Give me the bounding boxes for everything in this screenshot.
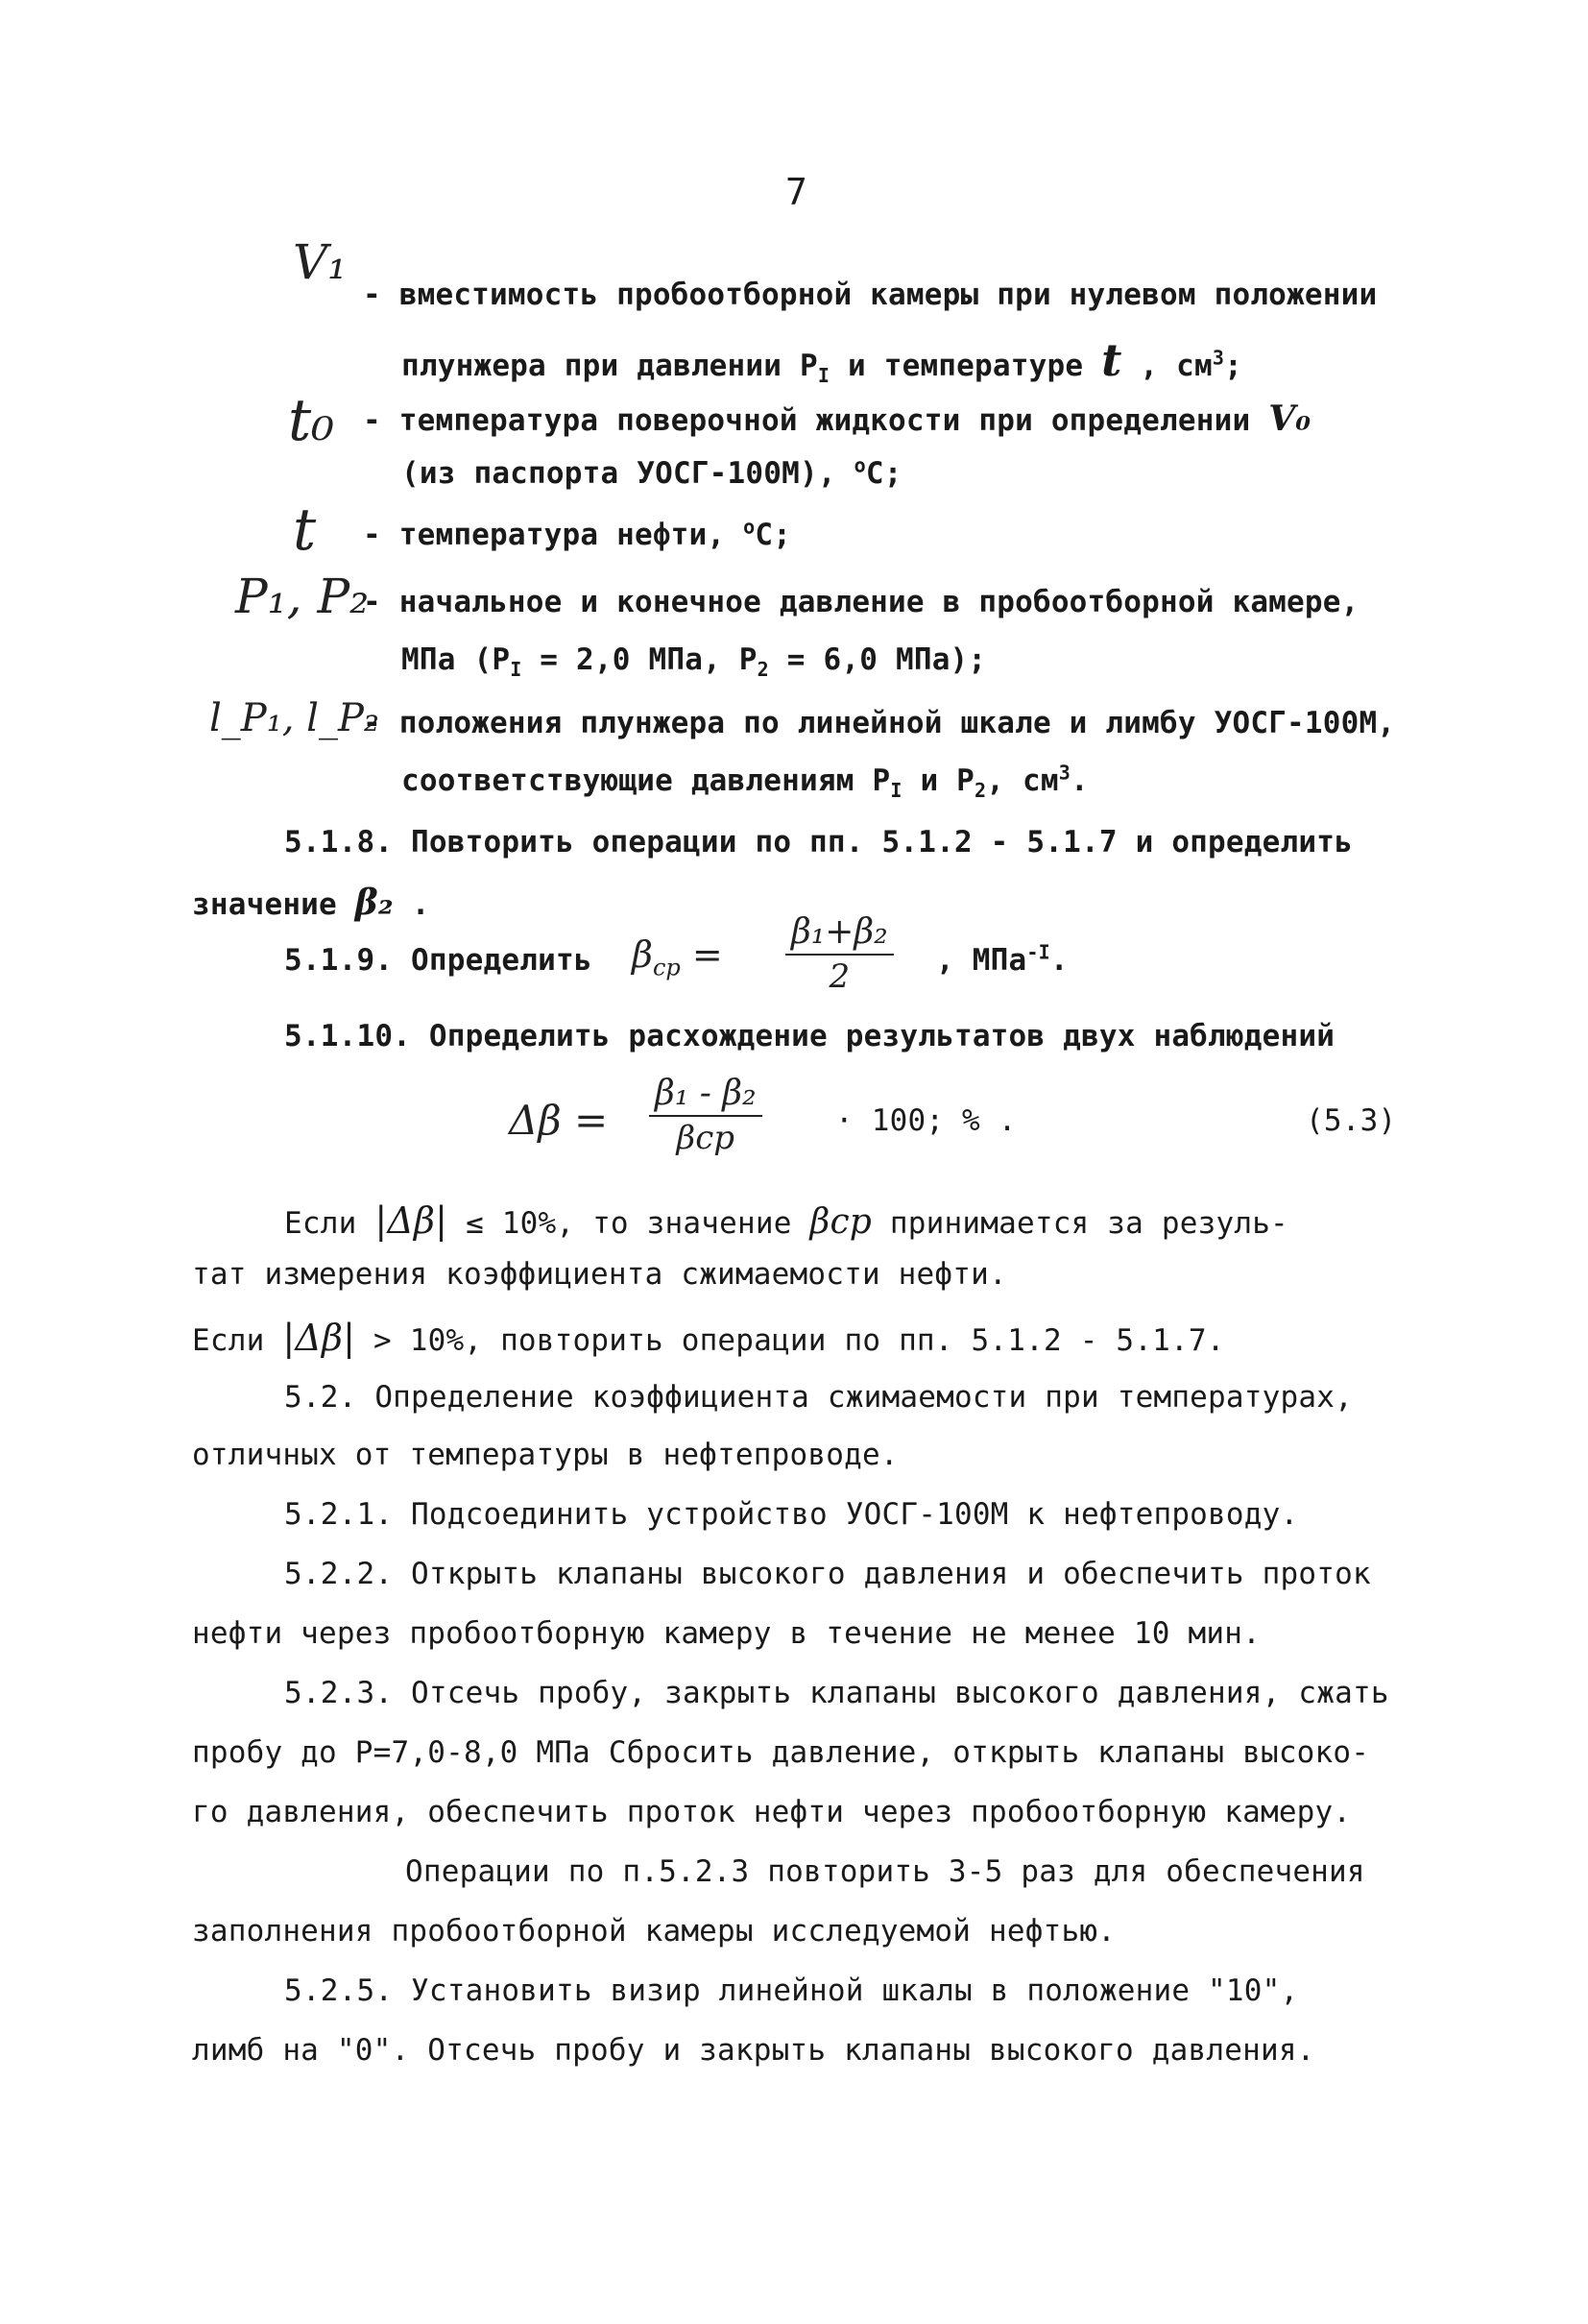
- def-p-line2: [401, 642, 987, 682]
- cond1-start: Если: [284, 1206, 375, 1241]
- def-p-end: = 6,0 МПа);: [768, 642, 987, 677]
- page-number: 7: [785, 171, 807, 213]
- def-lp-sub2: 2: [974, 779, 987, 803]
- formula-5-3-fraction: [649, 1074, 762, 1157]
- def-lp-text: соответствующие давлениям P: [401, 763, 891, 798]
- formula-5-3-numerator: β₁ - β₂: [655, 1074, 757, 1113]
- def-p-line1: - начальное и конечное давление в пробоотборной камере,: [363, 585, 1359, 619]
- def-lp-unit: , см: [986, 763, 1059, 798]
- body-line-12: лимб на "0". Отсечь пробу и закрыть клапаны высокого давления.: [192, 2033, 1315, 2068]
- cond2-start: Если: [192, 1323, 283, 1358]
- def-t-line1: [363, 515, 792, 552]
- cond1-var: βср: [809, 1202, 873, 1242]
- formula-5-3-number: (5.3): [1306, 1103, 1397, 1138]
- def-t-end: С;: [755, 518, 792, 552]
- def-lp-line1: - положения плунжера по линейной шкале и лимбу УОСГ-100М,: [363, 706, 1396, 740]
- beta-cp: β: [632, 933, 653, 976]
- formula-5-3-denominator: βср: [676, 1119, 734, 1157]
- def-v1-sub: I: [817, 364, 830, 388]
- symbol-t: t: [293, 496, 317, 564]
- def-v1-line1: - вместимость пробоотборной камеры при нулевом положении: [363, 278, 1378, 312]
- formula-5-3-rhs-text: · 100; %: [835, 1103, 980, 1138]
- formula-5-3-end: .: [998, 1103, 1017, 1138]
- para-5-1-8-end: .: [393, 887, 430, 922]
- def-t0-sup: o: [854, 453, 866, 477]
- def-p-sub: I: [510, 658, 522, 682]
- fraction-5-1-9-denominator: 2: [829, 957, 851, 996]
- symbol-t0: t₀: [288, 387, 335, 454]
- para-5-1-10: 5.1.10. Определить расхождение результатов двух наблюдений: [284, 1019, 1335, 1053]
- body-line-9: Операции по п.5.2.3 повторить 3-5 раз для обеспечения: [405, 1854, 1365, 1889]
- unit-end: .: [1049, 943, 1069, 978]
- condition-1-line1: [284, 1199, 1288, 1242]
- body-line-2: отличных от температуры в нефтепроводе.: [192, 1438, 899, 1472]
- fraction-5-1-9-numerator: β₁+β₂: [791, 912, 888, 952]
- def-p-sub2: 2: [757, 658, 769, 682]
- cond2-expr: |Δβ|: [282, 1317, 356, 1359]
- beta-cp-sub: ср: [652, 954, 681, 981]
- unit-sup: -I: [1026, 940, 1050, 964]
- def-lp-sub: I: [890, 779, 902, 803]
- symbol-v1: V₁: [293, 234, 348, 290]
- def-lp-end: .: [1071, 763, 1089, 798]
- def-t0-var: V₀: [1268, 399, 1311, 439]
- def-t0-end: С;: [865, 456, 902, 491]
- condition-1-line2: тат измерения коэффициента сжимаемости нефти.: [192, 1257, 1007, 1292]
- symbol-lp1-lp2: l_P₁, l_P₂: [209, 696, 379, 740]
- def-t-sup: o: [743, 515, 756, 539]
- para-5-1-9-lhs: [632, 933, 723, 981]
- para-5-1-8-line2: [192, 883, 430, 923]
- formula-5-3-bar: [649, 1115, 762, 1117]
- body-line-10: заполнения пробоотборной камеры исследуемой нефтью.: [192, 1914, 1117, 1949]
- body-line-5: нефти через пробоотборную камеру в течение не менее 10 мин.: [192, 1616, 1261, 1651]
- cond1-text: 10%, то значение: [501, 1206, 810, 1241]
- para-5-1-8-var: β₂: [354, 883, 394, 923]
- def-lp-mid: и P: [902, 763, 975, 798]
- para-5-1-9-text: 5.1.9. Определить: [284, 943, 592, 978]
- def-lp-line2: [401, 761, 1089, 803]
- body-line-4: 5.2.2. Открыть клапаны высокого давления и обеспечить проток: [284, 1557, 1371, 1591]
- def-v1-line2: [401, 334, 1242, 388]
- cond2-op: >: [355, 1323, 410, 1358]
- def-t0-text: - температура поверочной жидкости при определении: [363, 403, 1269, 438]
- def-t0-text2: (из паспорта УОСГ-100М),: [401, 456, 854, 491]
- def-v1-end: ;: [1224, 349, 1242, 383]
- body-line-8: го давления, обеспечить проток нефти через пробоотборную камеру.: [192, 1795, 1352, 1829]
- formula-5-3-lhs: Δβ =: [509, 1097, 609, 1144]
- formula-5-3-rhs: [835, 1103, 1017, 1138]
- cond1-rest: принимается за резуль-: [872, 1206, 1288, 1241]
- body-line-11: 5.2.5. Установить визир линейной шкалы в положение "10",: [284, 1973, 1299, 2008]
- def-t0-line2: [401, 453, 902, 491]
- def-p-mid: = 2,0 МПа, P: [521, 642, 758, 677]
- fraction-5-1-9-bar: [785, 954, 894, 956]
- unit-text: , МПа: [936, 943, 1027, 978]
- def-v1-mid: и температуре: [830, 349, 1102, 383]
- def-v1-sup: 3: [1212, 346, 1225, 370]
- para-5-1-8-line1: 5.1.8. Повторить операции по пп. 5.1.2 - 5.1.7 и определить: [284, 825, 1353, 859]
- def-v1-var: t: [1101, 334, 1122, 386]
- def-p-text: МПа (P: [401, 642, 511, 677]
- eq-sign: =: [680, 933, 723, 976]
- body-line-7: пробу до P=7,0-8,0 МПа Сбросить давление, открыть клапаны высоко-: [192, 1735, 1370, 1770]
- def-v1-text: плунжера при давлении P: [401, 349, 818, 383]
- def-t-text: - температура нефти,: [363, 518, 744, 552]
- para-5-1-9-unit: [936, 940, 1069, 978]
- def-lp-sup: 3: [1058, 761, 1071, 785]
- body-line-1: 5.2. Определение коэффициента сжимаемости при температурах,: [284, 1380, 1353, 1415]
- condition-2: [192, 1317, 1225, 1359]
- fraction-5-1-9: [785, 912, 894, 996]
- cond1-expr: |Δβ|: [374, 1199, 448, 1242]
- body-line-3: 5.2.1. Подсоединить устройство УОСГ-100М к нефтепроводу.: [284, 1497, 1299, 1532]
- cond2-text: 10%, повторить операции по пп. 5.1.2 - 5.1.7.: [409, 1323, 1225, 1358]
- def-v1-unit: , см: [1121, 349, 1213, 383]
- body-line-6: 5.2.3. Отсечь пробу, закрыть клапаны высокого давления, сжать: [284, 1676, 1389, 1710]
- def-t0-line1: [363, 399, 1311, 439]
- symbol-p1-p2: P₁, P₂: [235, 569, 370, 624]
- para-5-1-8-text: значение: [192, 887, 355, 922]
- cond1-op: ≤: [447, 1206, 502, 1241]
